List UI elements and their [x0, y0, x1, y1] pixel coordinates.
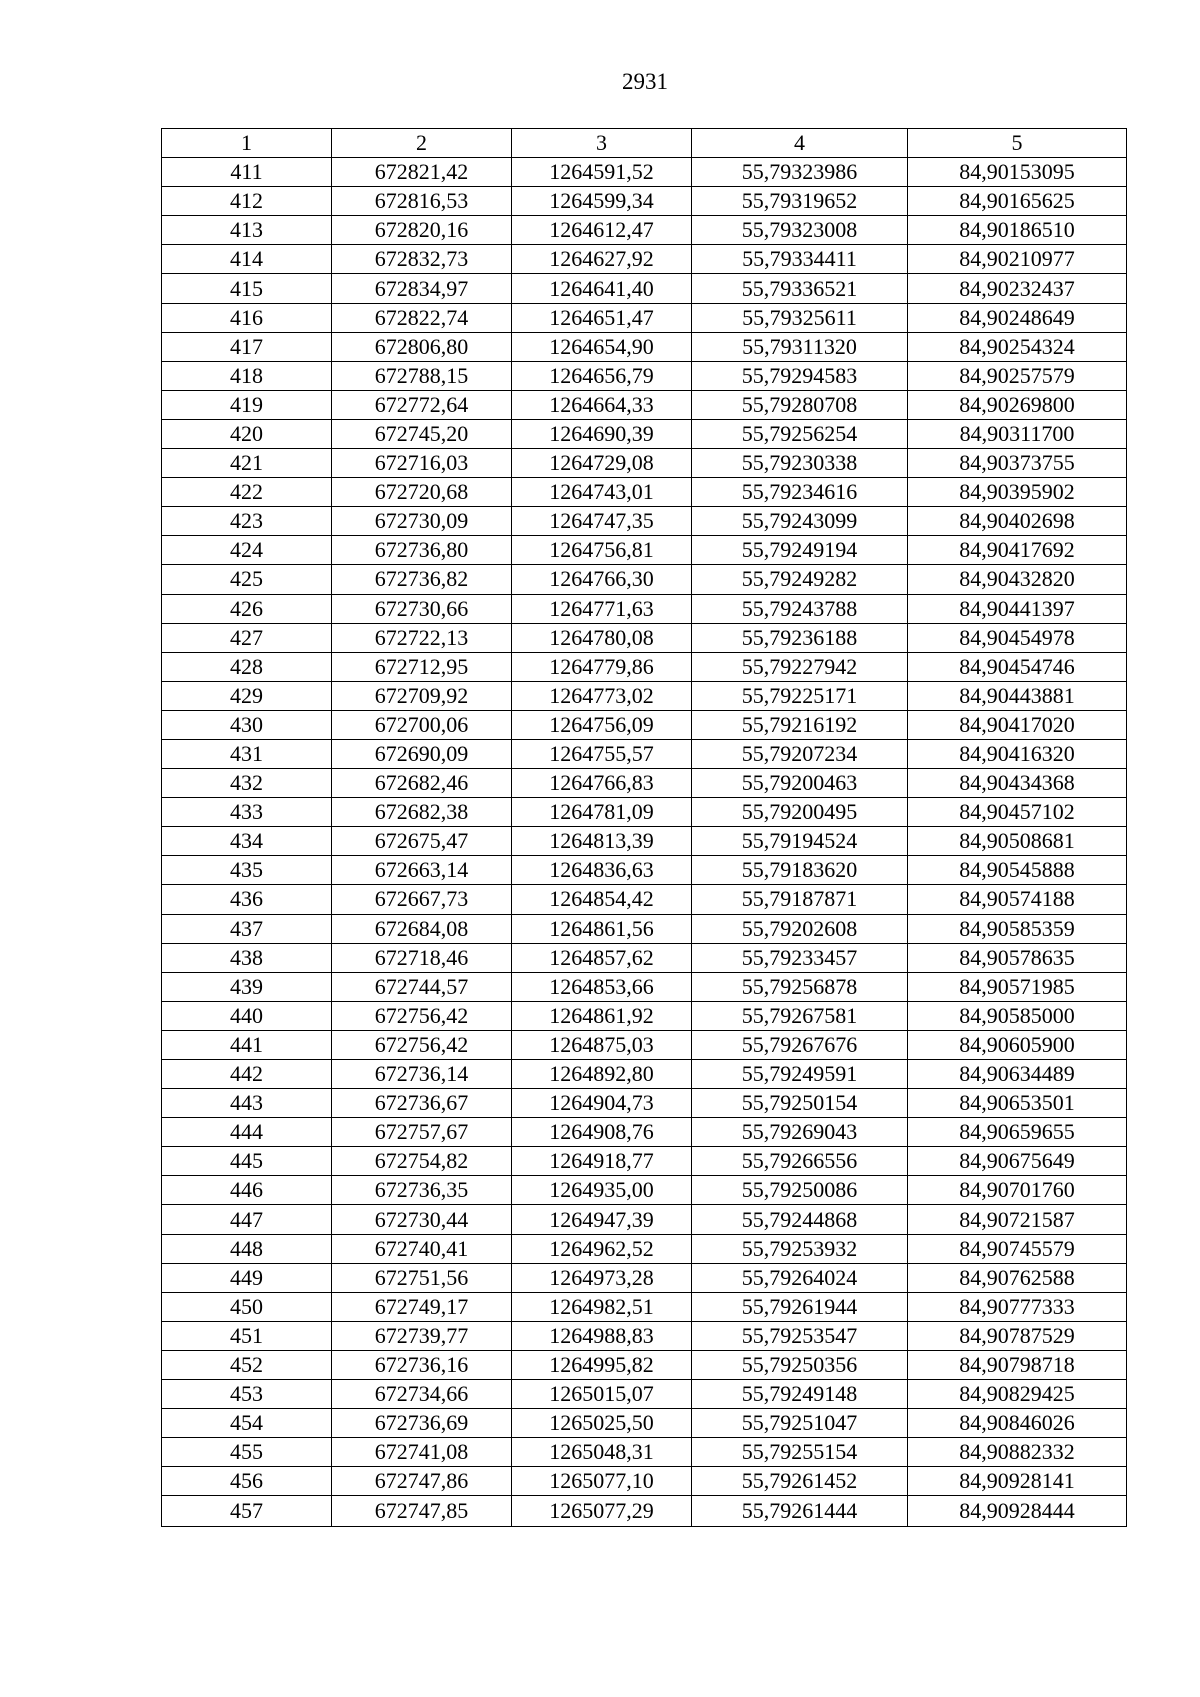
table-cell: 417	[162, 332, 332, 361]
table-cell: 443	[162, 1089, 332, 1118]
table-cell: 414	[162, 245, 332, 274]
table-cell: 672684,08	[332, 914, 512, 943]
table-cell: 438	[162, 943, 332, 972]
table-cell: 55,79249591	[692, 1060, 908, 1089]
table-row	[162, 594, 1127, 623]
table-cell: 84,90508681	[908, 827, 1127, 856]
table-cell: 84,90745579	[908, 1234, 1127, 1263]
table-cell: 1264591,52	[512, 158, 692, 187]
table-cell: 447	[162, 1205, 332, 1234]
table-cell: 55,79183620	[692, 856, 908, 885]
table-cell: 55,79267676	[692, 1030, 908, 1059]
table-cell: 84,90762588	[908, 1263, 1127, 1292]
table-cell: 84,90257579	[908, 361, 1127, 390]
table-cell: 672718,46	[332, 943, 512, 972]
table-cell: 672749,17	[332, 1292, 512, 1321]
table-row	[162, 739, 1127, 768]
table-cell: 1264988,83	[512, 1321, 692, 1350]
table-row	[162, 827, 1127, 856]
table-cell: 55,79325611	[692, 303, 908, 332]
table-cell: 442	[162, 1060, 332, 1089]
table-cell: 84,90210977	[908, 245, 1127, 274]
table-row	[162, 652, 1127, 681]
table-cell: 416	[162, 303, 332, 332]
table-cell: 84,90701760	[908, 1176, 1127, 1205]
table-cell: 672832,73	[332, 245, 512, 274]
table-cell: 84,90443881	[908, 681, 1127, 710]
table-cell: 84,90254324	[908, 332, 1127, 361]
table-cell: 672675,47	[332, 827, 512, 856]
table-row	[162, 187, 1127, 216]
table-cell: 1264973,28	[512, 1263, 692, 1292]
table-cell: 672712,95	[332, 652, 512, 681]
table-cell: 441	[162, 1030, 332, 1059]
table-cell: 672747,86	[332, 1467, 512, 1496]
table-body	[162, 158, 1127, 1527]
table-cell: 1264892,80	[512, 1060, 692, 1089]
table-cell: 55,79249148	[692, 1380, 908, 1409]
table-cell: 55,79323986	[692, 158, 908, 187]
table-cell: 672756,42	[332, 1001, 512, 1030]
table-cell: 1264756,81	[512, 536, 692, 565]
table-cell: 1264836,63	[512, 856, 692, 885]
table-cell: 1264904,73	[512, 1089, 692, 1118]
table-cell: 84,90457102	[908, 798, 1127, 827]
table-row	[162, 1205, 1127, 1234]
table-cell: 672667,73	[332, 885, 512, 914]
table-cell: 1264780,08	[512, 623, 692, 652]
table-cell: 55,79253932	[692, 1234, 908, 1263]
table-cell: 672736,82	[332, 565, 512, 594]
table-cell: 454	[162, 1409, 332, 1438]
table-cell: 55,79227942	[692, 652, 908, 681]
table-cell: 84,90417020	[908, 710, 1127, 739]
table-cell: 84,90578635	[908, 943, 1127, 972]
table-cell: 672745,20	[332, 419, 512, 448]
table-cell: 84,90395902	[908, 478, 1127, 507]
table-cell: 451	[162, 1321, 332, 1350]
table-cell: 84,90928141	[908, 1467, 1127, 1496]
table-cell: 55,79216192	[692, 710, 908, 739]
table-cell: 672739,77	[332, 1321, 512, 1350]
table-cell: 1264755,57	[512, 739, 692, 768]
table-cell: 1264861,56	[512, 914, 692, 943]
table-cell: 55,79267581	[692, 1001, 908, 1030]
table-cell: 1264854,42	[512, 885, 692, 914]
table-row	[162, 1176, 1127, 1205]
table-cell: 55,79334411	[692, 245, 908, 274]
table-cell: 445	[162, 1147, 332, 1176]
table-cell: 55,79261944	[692, 1292, 908, 1321]
table-row	[162, 1467, 1127, 1496]
table-row	[162, 1263, 1127, 1292]
table-cell: 55,79253547	[692, 1321, 908, 1350]
table-row	[162, 856, 1127, 885]
table-cell: 84,90545888	[908, 856, 1127, 885]
table-cell: 55,79256878	[692, 972, 908, 1001]
table-cell: 84,90675649	[908, 1147, 1127, 1176]
table-cell: 84,90248649	[908, 303, 1127, 332]
table-cell: 672834,97	[332, 274, 512, 303]
table-cell: 672740,41	[332, 1234, 512, 1263]
table-row	[162, 943, 1127, 972]
table-cell: 672730,44	[332, 1205, 512, 1234]
table-cell: 672788,15	[332, 361, 512, 390]
table-cell: 84,90787529	[908, 1321, 1127, 1350]
column-header: 3	[512, 129, 692, 158]
table-row	[162, 710, 1127, 739]
table-row	[162, 1118, 1127, 1147]
table-cell: 1264861,92	[512, 1001, 692, 1030]
table-cell: 672720,68	[332, 478, 512, 507]
table-cell: 672722,13	[332, 623, 512, 652]
table-cell: 84,90846026	[908, 1409, 1127, 1438]
table-cell: 672709,92	[332, 681, 512, 710]
table-cell: 55,79194524	[692, 827, 908, 856]
table-row	[162, 478, 1127, 507]
table-cell: 84,90232437	[908, 274, 1127, 303]
table-cell: 424	[162, 536, 332, 565]
table-cell: 419	[162, 390, 332, 419]
page-number: 2931	[622, 69, 668, 94]
table-cell: 1265048,31	[512, 1438, 692, 1467]
table-cell: 1264756,09	[512, 710, 692, 739]
table-row	[162, 681, 1127, 710]
table-cell: 1264654,90	[512, 332, 692, 361]
table-cell: 1264747,35	[512, 507, 692, 536]
table-cell: 84,90928444	[908, 1496, 1127, 1527]
table-cell: 1264641,40	[512, 274, 692, 303]
table-cell: 672754,82	[332, 1147, 512, 1176]
table-cell: 672700,06	[332, 710, 512, 739]
table-cell: 55,79319652	[692, 187, 908, 216]
table-cell: 1264779,86	[512, 652, 692, 681]
table-cell: 1264766,30	[512, 565, 692, 594]
table-cell: 1264690,39	[512, 419, 692, 448]
table-cell: 672736,80	[332, 536, 512, 565]
table-cell: 1264908,76	[512, 1118, 692, 1147]
table-cell: 432	[162, 769, 332, 798]
table-cell: 427	[162, 623, 332, 652]
table-cell: 55,79250356	[692, 1350, 908, 1379]
header-row	[162, 129, 1127, 158]
table-cell: 672736,67	[332, 1089, 512, 1118]
table-cell: 425	[162, 565, 332, 594]
table-row	[162, 449, 1127, 478]
table-cell: 55,79225171	[692, 681, 908, 710]
table-cell: 84,90653501	[908, 1089, 1127, 1118]
table-cell: 457	[162, 1496, 332, 1527]
table-row	[162, 419, 1127, 448]
table-cell: 1264651,47	[512, 303, 692, 332]
table-cell: 84,90373755	[908, 449, 1127, 478]
table-cell: 55,79336521	[692, 274, 908, 303]
table-cell: 433	[162, 798, 332, 827]
table-cell: 1264853,66	[512, 972, 692, 1001]
table-cell: 84,90402698	[908, 507, 1127, 536]
table-cell: 55,79243788	[692, 594, 908, 623]
table-cell: 435	[162, 856, 332, 885]
table-cell: 55,79243099	[692, 507, 908, 536]
table-cell: 55,79269043	[692, 1118, 908, 1147]
column-header: 4	[692, 129, 908, 158]
column-header: 5	[908, 129, 1127, 158]
table-cell: 452	[162, 1350, 332, 1379]
table-cell: 418	[162, 361, 332, 390]
table-cell: 55,79200463	[692, 769, 908, 798]
table-cell: 672747,85	[332, 1496, 512, 1527]
table-cell: 84,90153095	[908, 158, 1127, 187]
coordinates-table	[161, 128, 1127, 1527]
table-row	[162, 885, 1127, 914]
table-cell: 84,90441397	[908, 594, 1127, 623]
table-cell: 84,90311700	[908, 419, 1127, 448]
table-cell: 84,90585000	[908, 1001, 1127, 1030]
table-row	[162, 1001, 1127, 1030]
table-cell: 55,79200495	[692, 798, 908, 827]
table-row	[162, 536, 1127, 565]
table-cell: 55,79230338	[692, 449, 908, 478]
table-cell: 55,79251047	[692, 1409, 908, 1438]
table-cell: 412	[162, 187, 332, 216]
table-cell: 672682,38	[332, 798, 512, 827]
table-cell: 55,79266556	[692, 1147, 908, 1176]
table-cell: 672772,64	[332, 390, 512, 419]
table-cell: 672736,35	[332, 1176, 512, 1205]
table-cell: 84,90269800	[908, 390, 1127, 419]
table-cell: 84,90571985	[908, 972, 1127, 1001]
table-row	[162, 1438, 1127, 1467]
table-cell: 411	[162, 158, 332, 187]
table-cell: 446	[162, 1176, 332, 1205]
table-cell: 420	[162, 419, 332, 448]
table-cell: 672756,42	[332, 1030, 512, 1059]
table-row	[162, 623, 1127, 652]
table-cell: 672741,08	[332, 1438, 512, 1467]
table-row	[162, 565, 1127, 594]
table-cell: 55,79250154	[692, 1089, 908, 1118]
table-cell: 428	[162, 652, 332, 681]
table-cell: 672806,80	[332, 332, 512, 361]
table-row	[162, 1147, 1127, 1176]
table-cell: 55,79261452	[692, 1467, 908, 1496]
table-cell: 672751,56	[332, 1263, 512, 1292]
table-cell: 55,79250086	[692, 1176, 908, 1205]
table-cell: 84,90165625	[908, 187, 1127, 216]
table-cell: 55,79202608	[692, 914, 908, 943]
table-cell: 1264743,01	[512, 478, 692, 507]
table-row	[162, 274, 1127, 303]
table-cell: 55,79236188	[692, 623, 908, 652]
table-cell: 84,90454746	[908, 652, 1127, 681]
table-cell: 1264875,03	[512, 1030, 692, 1059]
table-cell: 55,79244868	[692, 1205, 908, 1234]
table-cell: 84,90432820	[908, 565, 1127, 594]
table-cell: 84,90659655	[908, 1118, 1127, 1147]
table-row	[162, 1234, 1127, 1263]
table-cell: 672736,14	[332, 1060, 512, 1089]
column-header: 2	[332, 129, 512, 158]
table-cell: 55,79311320	[692, 332, 908, 361]
table-cell: 1264813,39	[512, 827, 692, 856]
table-cell: 415	[162, 274, 332, 303]
table-cell: 455	[162, 1438, 332, 1467]
table-cell: 55,79234616	[692, 478, 908, 507]
table-cell: 429	[162, 681, 332, 710]
table-cell: 453	[162, 1380, 332, 1409]
table-cell: 1264773,02	[512, 681, 692, 710]
table-cell: 55,79280708	[692, 390, 908, 419]
table-cell: 439	[162, 972, 332, 1001]
table-cell: 1264664,33	[512, 390, 692, 419]
table-row	[162, 1380, 1127, 1409]
table-cell: 84,90777333	[908, 1292, 1127, 1321]
table-cell: 421	[162, 449, 332, 478]
table-cell: 55,79249282	[692, 565, 908, 594]
table-cell: 55,79323008	[692, 216, 908, 245]
table-cell: 413	[162, 216, 332, 245]
table-cell: 55,79187871	[692, 885, 908, 914]
table-cell: 426	[162, 594, 332, 623]
table-cell: 84,90585359	[908, 914, 1127, 943]
table-cell: 423	[162, 507, 332, 536]
table-row	[162, 1350, 1127, 1379]
table-row	[162, 1496, 1127, 1527]
table-cell: 672820,16	[332, 216, 512, 245]
table-row	[162, 216, 1127, 245]
table-cell: 55,79261444	[692, 1496, 908, 1527]
table-cell: 84,90574188	[908, 885, 1127, 914]
table-cell: 436	[162, 885, 332, 914]
table-cell: 84,90434368	[908, 769, 1127, 798]
table-row	[162, 1060, 1127, 1089]
table-cell: 672682,46	[332, 769, 512, 798]
table-cell: 84,90721587	[908, 1205, 1127, 1234]
table-cell: 1264995,82	[512, 1350, 692, 1379]
table-cell: 1264729,08	[512, 449, 692, 478]
table-cell: 1264857,62	[512, 943, 692, 972]
table-row	[162, 1292, 1127, 1321]
table-row	[162, 332, 1127, 361]
table-row	[162, 1030, 1127, 1059]
table-row	[162, 1409, 1127, 1438]
table-row	[162, 1089, 1127, 1118]
table-cell: 437	[162, 914, 332, 943]
table-cell: 55,79264024	[692, 1263, 908, 1292]
table-cell: 672716,03	[332, 449, 512, 478]
table-cell: 422	[162, 478, 332, 507]
table-cell: 1264962,52	[512, 1234, 692, 1263]
table-cell: 672730,09	[332, 507, 512, 536]
table-row	[162, 158, 1127, 187]
table-cell: 444	[162, 1118, 332, 1147]
table-cell: 440	[162, 1001, 332, 1030]
table-row	[162, 914, 1127, 943]
table-cell: 672757,67	[332, 1118, 512, 1147]
table-cell: 672821,42	[332, 158, 512, 187]
table-cell: 1264627,92	[512, 245, 692, 274]
table-cell: 84,90798718	[908, 1350, 1127, 1379]
table-cell: 84,90416320	[908, 739, 1127, 768]
table-cell: 672822,74	[332, 303, 512, 332]
table-cell: 456	[162, 1467, 332, 1496]
table-row	[162, 972, 1127, 1001]
table-cell: 55,79249194	[692, 536, 908, 565]
table-row	[162, 361, 1127, 390]
table-row	[162, 303, 1127, 332]
table-cell: 84,90454978	[908, 623, 1127, 652]
table-cell: 448	[162, 1234, 332, 1263]
table-cell: 55,79207234	[692, 739, 908, 768]
table-row	[162, 390, 1127, 419]
table-cell: 1265025,50	[512, 1409, 692, 1438]
table-cell: 449	[162, 1263, 332, 1292]
table-cell: 672663,14	[332, 856, 512, 885]
table-cell: 1264947,39	[512, 1205, 692, 1234]
table-cell: 430	[162, 710, 332, 739]
table-cell: 84,90605900	[908, 1030, 1127, 1059]
table-cell: 55,79294583	[692, 361, 908, 390]
table-row	[162, 507, 1127, 536]
table-row	[162, 1321, 1127, 1350]
table-row	[162, 769, 1127, 798]
table-cell: 1264982,51	[512, 1292, 692, 1321]
table-cell: 84,90417692	[908, 536, 1127, 565]
table-cell: 434	[162, 827, 332, 856]
table-cell: 672734,66	[332, 1380, 512, 1409]
table-cell: 672736,69	[332, 1409, 512, 1438]
table-cell: 1265015,07	[512, 1380, 692, 1409]
table-cell: 1264935,00	[512, 1176, 692, 1205]
table-cell: 672730,66	[332, 594, 512, 623]
table-cell: 672816,53	[332, 187, 512, 216]
table-cell: 1264656,79	[512, 361, 692, 390]
table-cell: 1264918,77	[512, 1147, 692, 1176]
table-row	[162, 245, 1127, 274]
table-cell: 431	[162, 739, 332, 768]
table-cell: 84,90634489	[908, 1060, 1127, 1089]
table-cell: 672690,09	[332, 739, 512, 768]
table-cell: 55,79233457	[692, 943, 908, 972]
table-cell: 672744,57	[332, 972, 512, 1001]
table-cell: 84,90882332	[908, 1438, 1127, 1467]
table-cell: 1264599,34	[512, 187, 692, 216]
table-cell: 1264766,83	[512, 769, 692, 798]
table-cell: 1265077,10	[512, 1467, 692, 1496]
column-header: 1	[162, 129, 332, 158]
table-cell: 55,79255154	[692, 1438, 908, 1467]
table-cell: 672736,16	[332, 1350, 512, 1379]
table-cell: 1264771,63	[512, 594, 692, 623]
table-row	[162, 798, 1127, 827]
table-cell: 55,79256254	[692, 419, 908, 448]
table-cell: 450	[162, 1292, 332, 1321]
table-cell: 1265077,29	[512, 1496, 692, 1527]
table-cell: 84,90829425	[908, 1380, 1127, 1409]
table-header	[162, 129, 1127, 158]
table-cell: 84,90186510	[908, 216, 1127, 245]
table-cell: 1264612,47	[512, 216, 692, 245]
table-cell: 1264781,09	[512, 798, 692, 827]
